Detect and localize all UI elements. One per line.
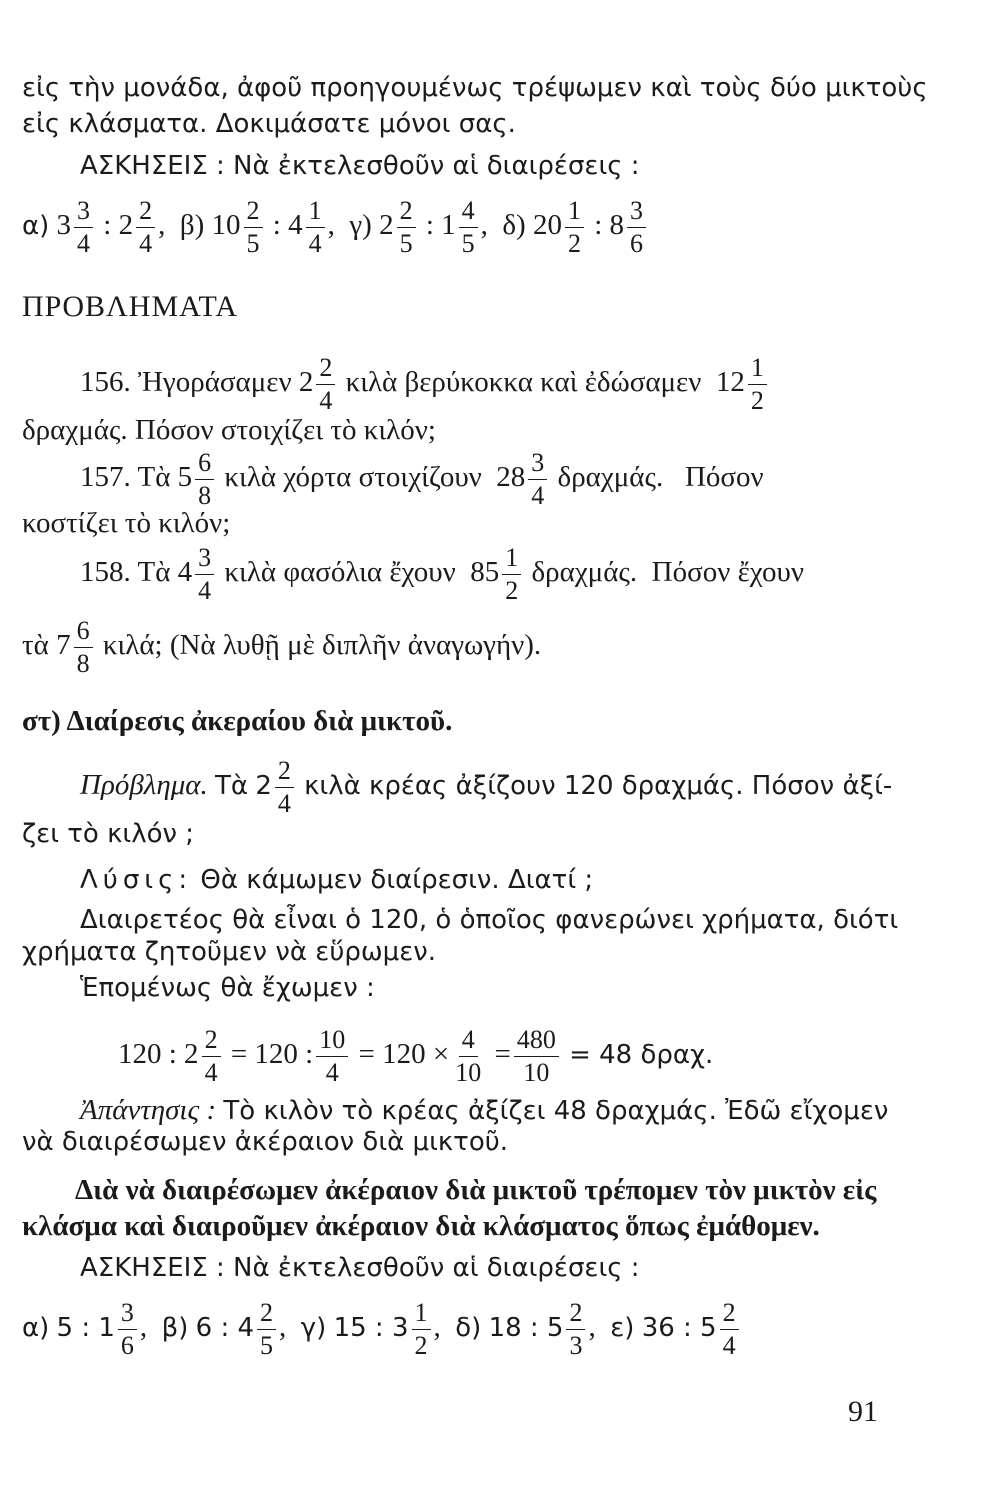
ex1-a-label: α) [22,211,50,242]
p156-frac1: $\frac{2}{4}$ [316,355,335,414]
problem-158-line-1: 158. Τὰ 4 $\frac{3}{4}$ κιλὰ φασόλια ἔχουν 85 $\frac{1}{2}$ δραχμάς. Πόσον ἔχουν [80,543,804,605]
ex2-e-frac: $\frac{2}{4}$ [720,1300,739,1359]
exercises-2-title: ΑΣΚΗΣΕΙΣ : Νὰ ἐκτελεσθοῦν αἱ διαιρέσεις : [80,1253,640,1283]
solution-equation: 120 : 2 $\frac{2}{4}$ = 120 : $\frac{10}{4}$ = 120 × $\frac{4}{10}$ = $\frac{480}{10}$ = 48 δραχ. [118,1025,714,1087]
intro-line-1: εἰς τὴν μονάδα, ἀφοῦ προηγουμένως τρέψωμεν καὶ τοὺς δύο μικτοὺς [22,73,928,103]
exercises-1-row: α) 3 $\frac{3}{4}$ : 2 $\frac{2}{4}$ , β) 10 $\frac{2}{5}$ : 4 $\frac{1}{4}$ , γ) 2 $\frac{2}{5}$ : 1 $\frac{4}{5}$ , δ) 20 $\frac{1}{2}$ : 8 $\frac{3}{6}$ [22,198,649,257]
problem-156-line-2: δραχμάς. Πόσον στοιχίζει τὸ κιλόν; [22,414,436,446]
p156-frac2: $\frac{1}{2}$ [748,355,767,414]
ex2-c-frac: $\frac{1}{2}$ [412,1300,431,1359]
section-title: στ) Διαίρεσις ἀκεραίου διὰ μικτοῦ. [22,705,453,737]
exercises-1-title: ΑΣΚΗΣΕΙΣ : Νὰ ἐκτελεσθοῦν αἱ διαιρέσεις : [80,151,640,181]
problems-heading: ΠΡΟΒΛΗΜΑΤΑ [22,290,239,323]
problem-157-line-2: κοστίζει τὸ κιλόν; [22,507,231,539]
ex1-c-label: γ) [349,209,372,242]
ex1-d-frac1: $\frac{1}{2}$ [565,198,584,257]
ex1-a-whole1: 3 [56,209,72,242]
ex1-b-label: β) [179,209,205,242]
ex1-b-frac2: $\frac{1}{4}$ [306,198,325,257]
eq-frac-2: $\frac{10}{4}$ [316,1027,348,1086]
ex1-a-whole2: 2 [118,209,134,242]
solution-paragraph-3: Ἑπομένως θὰ ἔχωμεν : [80,973,375,1003]
ex2-b-frac: $\frac{2}{5}$ [257,1300,276,1359]
rule-line-1: Διὰ νὰ διαιρέσωμεν ἀκέραιον διὰ μικτοῦ τρέπομεν τὸν μικτὸν εἰς [75,1174,877,1206]
ex1-d-label: δ) [502,209,526,242]
problem-158-line-2: τὰ 7 $\frac{6}{8}$ κιλά; (Νὰ λυθῇ μὲ διπλῆν ἀναγωγήν). [22,616,542,678]
example-line-2: ζει τὸ κιλόν ; [22,819,195,849]
eq-frac-3: $\frac{4}{10}$ [455,1025,482,1087]
example-label: Πρόβλημα. [80,769,208,802]
ex1-c-frac1: $\frac{2}{5}$ [397,198,416,257]
p158-frac1: $\frac{3}{4}$ [195,545,214,604]
p158-frac3: $\frac{6}{8}$ [74,618,93,677]
problem-156-line-1: 156. Ἠγοράσαμεν 2 $\frac{2}{4}$ κιλὰ βερύκοκκα καὶ ἐδώσαμεν 12 $\frac{1}{2}$ [80,355,770,414]
eq-frac-1: $\frac{2}{4}$ [202,1027,221,1086]
intro-line-2: εἰς κλάσματα. Δοκιμάσατε μόνοι σας. [22,109,516,139]
solution-line: Λύσις: Θὰ κάμωμεν διαίρεσιν. Διατί ; [80,865,594,895]
ex1-d-frac2: $\frac{3}{6}$ [627,198,646,257]
exercises-2-row: α) 5 : 1 $\frac{3}{6}$ , β) 6 : 4 $\frac{2}{5}$ , γ) 15 : 3 $\frac{1}{2}$ , δ) 18 : 5 $\frac{2}{3}$ , ε) 36 : 5 $\frac{2}{4}$ [22,1300,742,1359]
example-frac: $\frac{2}{4}$ [275,758,294,817]
ex1-c-frac2: $\frac{4}{5}$ [459,198,478,257]
solution-paragraph-1: Διαιρετέος θὰ εἶναι ὁ 120, ὁ ὁποῖος φανερώνει χρήματα, διότι [80,905,899,935]
example-line-1: Πρόβλημα. Τὰ 2 $\frac{2}{4}$ κιλὰ κρέας ἀξίζουν 120 δραχμάς. Πόσον ἀξί- [80,756,893,818]
problem-157-line-1: 157. Τὰ 5 $\frac{6}{8}$ κιλὰ χόρτα στοιχίζουν 28 $\frac{3}{4}$ δραχμάς. Πόσον [80,448,764,510]
answer-line-2: νὰ διαιρέσωμεν ἀκέραιον διὰ μικτοῦ. [22,1127,509,1157]
eq-frac-4: $\frac{480}{10}$ [514,1027,559,1086]
p157-frac2: $\frac{3}{4}$ [528,450,547,509]
rule-line-2: κλάσμα καὶ διαιροῦμεν ἀκέραιον διὰ κλάσματος ὅπως ἐμάθομεν. [22,1210,820,1242]
ex1-a-frac1: $\frac{3}{4}$ [74,198,93,257]
ex2-d-frac: $\frac{2}{3}$ [566,1300,585,1359]
ex2-a-frac: $\frac{3}{6}$ [118,1300,137,1359]
p158-frac2: $\frac{1}{2}$ [502,545,521,604]
ex1-b-frac1: $\frac{2}{5}$ [244,198,263,257]
answer-line-1: Ἀπάντησις : Τὸ κιλὸν τὸ κρέας ἀξίζει 48 δραχμάς. Ἐδῶ εἴχομεν [80,1094,889,1126]
solution-paragraph-2: χρήματα ζητοῦμεν νὰ εὕρωμεν. [22,937,437,967]
page-number: 91 [848,1395,878,1428]
p157-frac1: $\frac{6}{8}$ [195,450,214,509]
ex1-a-frac2: $\frac{2}{4}$ [136,198,155,257]
